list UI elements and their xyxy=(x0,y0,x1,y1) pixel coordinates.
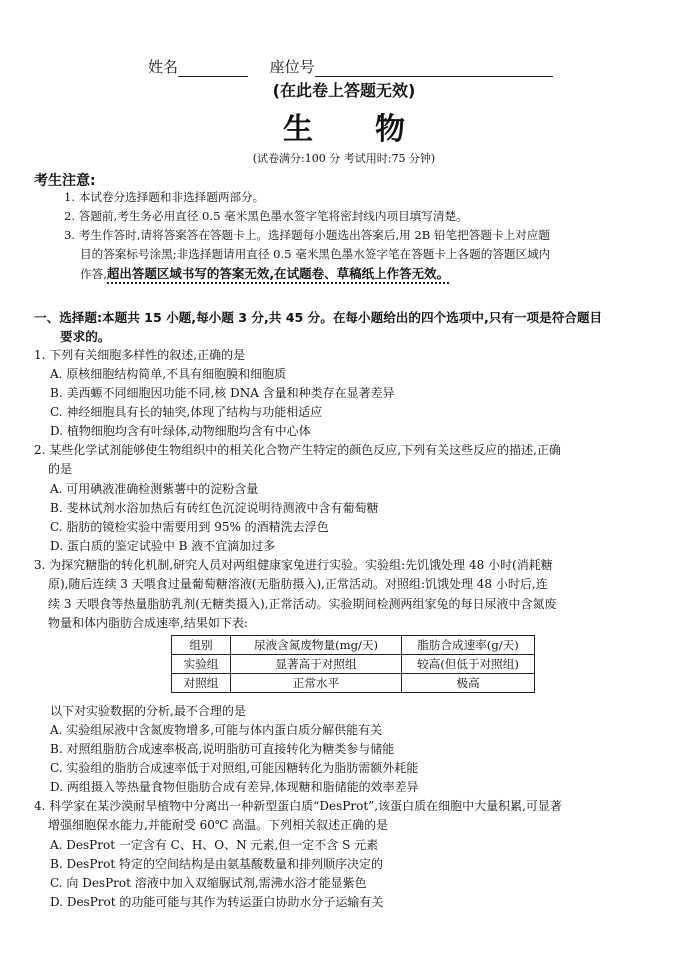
q3-option-d: D. 两组摄入等热量食物但脂肪合成有差异,体现糖和脂储能的效率差异 xyxy=(50,780,419,794)
q1-option-d: D. 植物细胞均含有叶绿体,动物细胞均含有中心体 xyxy=(50,424,311,438)
table-cell: 实验组 xyxy=(172,655,231,674)
q3-option-c: C. 实验组的脂肪合成速率低于对照组,可能因糖转化为脂肪需额外耗能 xyxy=(50,761,419,775)
q3-option-a: A. 实验组尿液中含氮废物增多,可能与体内蛋白质分解供能有关 xyxy=(50,723,383,737)
notes-title: 考生注意: xyxy=(34,173,96,189)
q3-stem-line-2: 原),随后连续 3 天喂食过量葡萄糖溶液(无脂肪摄入),正常活动。对照组:饥饿处理 48 小时后,连 xyxy=(48,577,548,592)
note-3-line-3: 作答, xyxy=(80,267,107,281)
q4-option-b: B. DesProt 特定的空间结构是由氨基酸数量和排列顺序决定的 xyxy=(50,857,384,871)
name-label: 姓名 xyxy=(148,58,179,76)
table-header-cell: 尿液含氮废物量(mg/天) xyxy=(231,636,402,655)
q4-option-c: C. 向 DesProt 溶液中加入双缩脲试剂,需沸水浴才能显紫色 xyxy=(50,876,367,890)
q4-stem-line-1: 4. 科学家在某沙漠耐旱植物中分离出一种新型蛋白质“DesProt”,该蛋白质在细胞中大量积累,可显著 xyxy=(34,799,562,813)
q2-option-d: D. 蛋白质的鉴定试验中 B 液不宜滴加过多 xyxy=(50,539,276,553)
table-header-cell: 脂肪合成速率(g/天) xyxy=(402,636,535,655)
table-row xyxy=(172,655,535,674)
table-cell: 显著高于对照组 xyxy=(231,655,402,674)
q1-stem: 1. 下列有关细胞多样性的叙述,正确的是 xyxy=(34,348,246,362)
table-cell: 极高 xyxy=(402,674,535,693)
name-seat-row xyxy=(148,56,553,77)
seat-field[interactable] xyxy=(315,62,553,77)
table-cell: 正常水平 xyxy=(231,674,402,693)
note-3-emphasis: 超出答题区域书写的答案无效,在试题卷、草稿纸上作答无效。 xyxy=(107,266,449,284)
q2-stem-line-1: 2. 某些化学试剂能够使生物组织中的相关化合物产生特定的颜色反应,下列有关这些反应的描述,正确 xyxy=(34,443,561,457)
note-3-line-1: 3. 考生作答时,请将答案答在答题卡上。选择题每小题选出答案后,用 2B 铅笔把答题卡上对应题 xyxy=(64,228,550,242)
q1-option-c: C. 神经细胞具有长的轴突,体现了结构与功能相适应 xyxy=(50,405,323,419)
q3-stem-line-4: 物量和体内脂肪合成速率,结果如下表: xyxy=(48,616,248,631)
q3-option-b: B. 对照组脂肪合成速率极高,说明脂肪可直接转化为糖类参与储能 xyxy=(50,742,395,756)
q1-option-a: A. 原核细胞结构简单,不具有细胞膜和细胞质 xyxy=(50,367,287,381)
note-2: 2. 答题前,考生务必用直径 0.5 毫米黑色墨水签字笔将密封线内项目填写清楚。 xyxy=(64,209,468,223)
q2-option-a: A. 可用碘液准确检测紫薯中的淀粉含量 xyxy=(50,482,259,496)
q3-prompt: 以下对实验数据的分析,最不合理的是 xyxy=(50,704,246,718)
q3-stem xyxy=(34,556,664,634)
q2-stem-line-2: 的是 xyxy=(48,462,73,477)
answer-invalid-notice: (在此卷上答题无效) xyxy=(272,81,416,100)
table-cell: 较高(但低于对照组) xyxy=(402,655,535,674)
table-header-cell: 组别 xyxy=(172,636,231,655)
exam-info: (试卷满分:100 分 考试用时:75 分钟) xyxy=(252,152,436,165)
results-table xyxy=(171,635,535,693)
note-3-line-2: 目的答案标号涂黑;非选择题请用直径 0.5 毫米黑色墨水签字笔在答题卡上各题的答题区域内 xyxy=(80,247,551,261)
section-head: 一、选择题: xyxy=(34,310,103,325)
seat-label: 座位号 xyxy=(269,58,315,76)
q4-stem-line-2: 增强细胞保水能力,并能耐受 60℃ 高温。下列相关叙述正确的是 xyxy=(48,818,389,833)
q3-stem-line-1: 3. 为探究糖脂的转化机制,研究人员对两组健康家兔进行实验。实验组:先饥饿处理 48 小时(消耗糖 xyxy=(34,558,553,572)
page-title: 生物 xyxy=(283,112,467,147)
q2-option-b: B. 斐林试剂水浴加热后有砖红色沉淀说明待测液中含有葡萄糖 xyxy=(50,501,379,515)
q3-stem-line-3: 续 3 天喂食等热量脂肪乳剂(无糖类摄入),正常活动。实验期间检测两组家兔的每日尿液中含氮废 xyxy=(48,596,557,611)
name-field[interactable] xyxy=(178,62,248,77)
table-cell: 对照组 xyxy=(172,674,231,693)
q4-stem xyxy=(34,797,664,836)
section-heading xyxy=(34,308,664,346)
q1-option-b: B. 美西螈不同细胞因功能不同,核 DNA 含量和种类存在显著差异 xyxy=(50,386,395,400)
table-row xyxy=(172,674,535,693)
q2-stem xyxy=(34,441,664,480)
q2-option-c: C. 脂肪的镜检实验中需要用到 95% 的酒精洗去浮色 xyxy=(50,520,329,534)
section-cont: 要求的。 xyxy=(60,329,111,344)
note-3 xyxy=(64,226,664,284)
q4-option-a: A. DesProt 一定含有 C、H、O、N 元素,但一定不含 S 元素 xyxy=(50,838,379,852)
section-text: 本题共 15 小题,每小题 3 分,共 45 分。在每小题给出的四个选项中,只有一项是符合题目 xyxy=(102,310,603,325)
note-1: 1. 本试卷分选择题和非选择题两部分。 xyxy=(64,190,265,204)
q4-option-d: D. DesProt 的功能可能与其作为转运蛋白协助水分子运输有关 xyxy=(50,895,384,909)
table-header-row xyxy=(172,636,535,655)
